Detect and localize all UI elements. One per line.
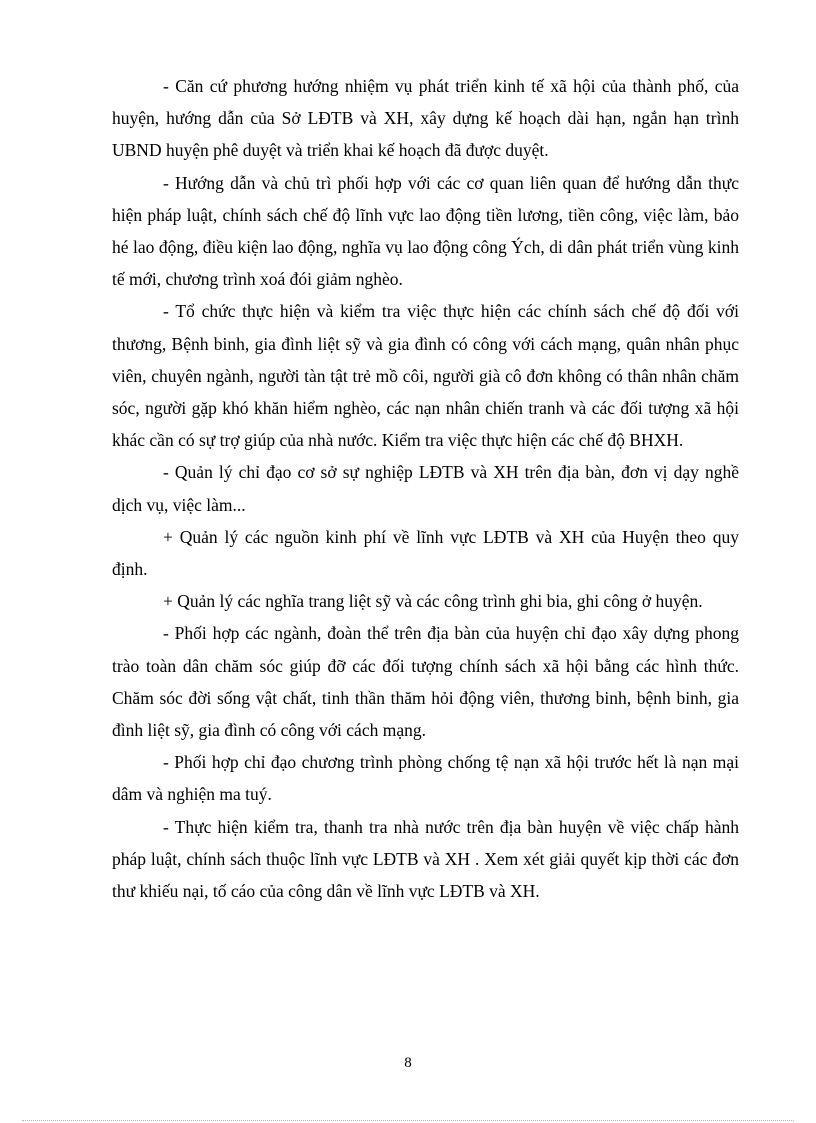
paragraph-management: - Quản lý chỉ đạo cơ sở sự nghiệp LĐTB và XH trên địa bàn, đơn vị dạy nghề dịch vụ, việc làm... — [112, 462, 739, 515]
paragraph-inspection: - Thực hiện kiểm tra, thanh tra nhà nước trên địa bàn huyện về việc chấp hành pháp luật, chính sách thuộc lĩnh vực LĐTB và XH . Xem xét giải quyết kịp thời các đơn thư khiếu nại, tố cáo của công dân về lĩnh vực LĐTB và XH. — [112, 816, 739, 902]
page-body — [112, 70, 739, 907]
paragraph-policy-implementation: - Tổ chức thực hiện và kiểm tra việc thực hiện các chính sách chế độ đối với thương, Bệnh binh, gia đình liệt sỹ và gia đình có công với cách mạng, quân nhân phục viên, chuyên ngành, người tàn tật trẻ mồ côi, người già cô đơn không có thân nhân chăm sóc, người gặp khó khăn hiểm nghèo, các nạn nhân chiến tranh và các đối tượng xã hội khác cần có sự trợ giúp của nhà nước. Kiểm tra việc thực hiện các chế độ BHXH. — [112, 301, 739, 451]
paragraph-social-evils: - Phối hợp chỉ đạo chương trình phòng chống tệ nạn xã hội trước hết là nạn mại dâm và nghiện ma tuý. — [112, 752, 739, 805]
paragraph-funding: + Quản lý các nguồn kinh phí về lĩnh vực LĐTB và XH của Huyện theo quy định. — [112, 526, 739, 580]
paragraph-plan: - Căn cứ phương hướng nhiệm vụ phát triển kinh tế xã hội của thành phố, của huyện, hướng dẫn của Sở LĐTB và XH, xây dựng kế hoạch dài hạn, ngắn hạn trình UBND huyện phê duyệt và triển khai kế hoạch đã được duyệt. — [112, 76, 739, 161]
paragraph-cemeteries: + Quản lý các nghĩa trang liệt sỹ và các công trình ghi bia, ghi công ở huyện. — [163, 591, 703, 612]
paragraph-guidance: - Hướng dẫn và chủ trì phối hợp với các cơ quan liên quan để hướng dẫn thực hiện pháp luật, chính sách chế độ lĩnh vực lao động tiền lương, tiền công, việc làm, bảo hé lao động, điều kiện lao động, nghĩa vụ lao động công Ých, di dân phát triển vùng kinh tế mới, chương trình xoá đói giảm nghèo. — [112, 172, 739, 290]
paragraph-coordination: - Phối hợp các ngành, đoàn thể trên địa bàn của huyện chỉ đạo xây dựng phong trào toàn dân chăm sóc giúp đỡ các đối tượng chính sách xã hội bằng các hình thức. Chăm sóc đời sống vật chất, tinh thần thăm hỏi động viên, thương binh, bệnh binh, gia đình liệt sỹ, gia đình có công với cách mạng. — [112, 623, 739, 741]
page-number: 8 — [404, 1055, 412, 1071]
footer-divider — [22, 1120, 794, 1121]
